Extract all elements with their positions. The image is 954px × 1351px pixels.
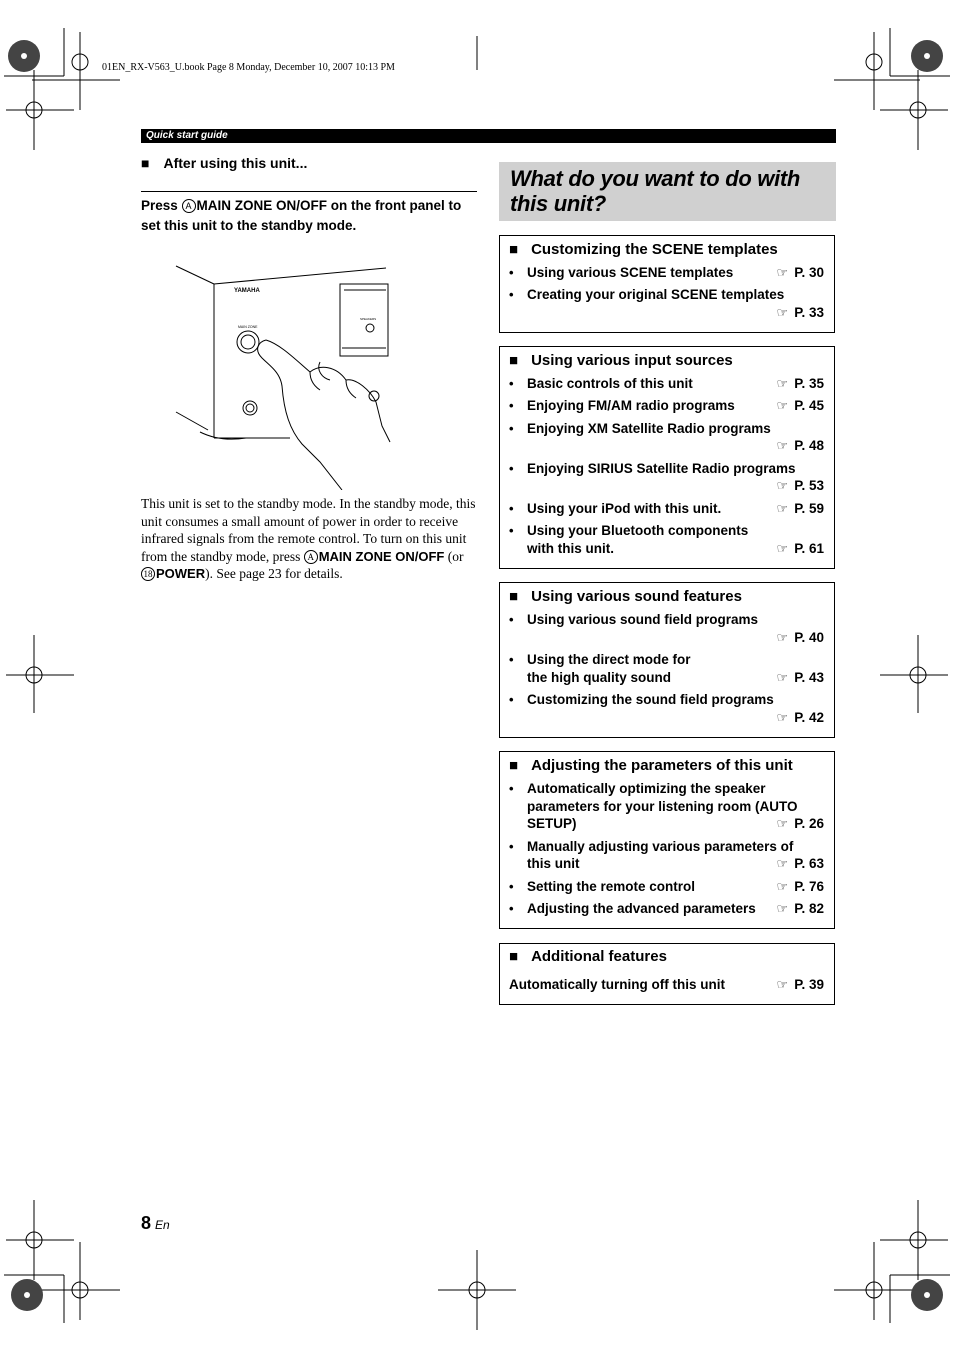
front-panel-illustration [170,262,392,490]
pointer-icon: ☞ [776,501,789,516]
item-text-cont[interactable]: this unit [527,856,580,871]
pointer-icon: ☞ [776,901,789,916]
section-additional [499,943,835,1005]
page-ref[interactable] [777,710,824,726]
page-ref[interactable] [777,541,824,557]
page-ref[interactable] [777,478,824,494]
item-text[interactable]: Enjoying FM/AM radio programs [527,398,735,413]
section-heading-text: Adjusting the parameters of this unit [531,757,793,774]
page-ref-text: P. 76 [794,879,824,894]
page-ref-text: P. 26 [794,816,824,831]
page-title-box [499,162,836,221]
bullet-icon: • [509,523,514,538]
page-ref-text: P. 59 [794,501,824,516]
page-ref[interactable] [777,438,824,454]
item-text[interactable]: Using your iPod with this unit. [527,501,722,516]
page-ref-text: P. 53 [794,478,824,493]
section-heading [509,757,793,774]
section-heading-text: Customizing the SCENE templates [531,241,778,258]
bullet-icon: • [509,901,514,916]
bullet-icon: • [509,421,514,436]
pointer-icon: ☞ [776,305,789,320]
square-bullet-icon: ■ [141,155,150,171]
bullet-icon: • [509,501,514,516]
item-text[interactable]: Customizing the sound field programs [527,692,774,707]
circled-a-icon: A [304,550,318,564]
pointer-icon: ☞ [776,398,789,413]
item-text[interactable]: Enjoying SIRIUS Satellite Radio programs [527,461,796,476]
page-ref[interactable] [777,879,824,895]
pointer-icon: ☞ [776,879,789,894]
item-text[interactable]: Using various SCENE templates [527,265,734,280]
square-bullet-icon: ■ [509,757,519,774]
square-bullet-icon: ■ [509,948,519,965]
page-ref[interactable] [777,977,824,993]
item-text[interactable]: Adjusting the advanced parameters [527,901,756,916]
bullet-icon: • [509,376,514,391]
bullet-icon: • [509,461,514,476]
section-heading [509,352,733,369]
page-number-value: 8 [141,1213,152,1233]
circled-18-icon: 18 [141,567,155,581]
instr-press: Press [141,198,182,213]
item-text-cont[interactable]: the high quality sound [527,670,671,685]
pointer-icon: ☞ [776,541,789,556]
item-text-cont[interactable]: SETUP) [527,816,577,831]
page-ref[interactable] [777,670,824,686]
standby-instruction [141,196,477,236]
section-heading-text: Using various sound features [531,588,742,605]
main-zone-key: MAIN ZONE ON/OFF [196,198,328,213]
after-use-heading-text: After using this unit... [163,155,308,171]
page-ref-text: P. 40 [794,630,824,645]
square-bullet-icon: ■ [509,588,519,605]
body-part-3: ). See page 23 for details. [205,566,343,581]
pointer-icon: ☞ [776,670,789,685]
item-text[interactable]: Using various sound field programs [527,612,759,627]
item-text[interactable]: Manually adjusting various parameters of [527,839,794,854]
page-ref-text: P. 33 [794,305,824,320]
section-heading [509,241,778,258]
page-ref-text: P. 63 [794,856,824,871]
standby-description [141,495,477,583]
square-bullet-icon: ■ [509,352,519,369]
item-text[interactable]: Using your Bluetooth components [527,523,749,538]
bullet-icon: • [509,692,514,707]
section-label: Quick start guide [146,130,228,141]
bullet-icon: • [509,612,514,627]
section-sound-features [499,582,835,738]
item-text-cont[interactable]: with this unit. [527,541,614,556]
item-text[interactable]: Automatically turning off this unit [509,977,725,992]
page-ref-text: P. 45 [794,398,824,413]
pointer-icon: ☞ [776,478,789,493]
page-ref[interactable] [777,901,824,917]
page-ref[interactable] [777,305,824,321]
circled-a-icon: A [182,199,196,213]
square-bullet-icon: ■ [509,241,519,258]
pointer-icon: ☞ [776,710,789,725]
page-ref-text: P. 61 [794,541,824,556]
page-ref-text: P. 35 [794,376,824,391]
illus-label-2: SPEAKERS [360,317,377,321]
section-heading [509,948,667,965]
page-lang: En [155,1218,170,1232]
page-ref-text: P. 42 [794,710,824,725]
pointer-icon: ☞ [776,816,789,831]
pointer-icon: ☞ [776,630,789,645]
item-text[interactable]: Setting the remote control [527,879,696,894]
page-ref-text: P. 43 [794,670,824,685]
pointer-icon: ☞ [776,856,789,871]
item-text[interactable]: Automatically optimizing the speaker [527,781,766,796]
item-text[interactable]: Using the direct mode for [527,652,691,667]
illus-label-1: MAIN ZONE [238,325,258,329]
item-text[interactable]: Basic controls of this unit [527,376,693,391]
bullet-icon: • [509,265,514,280]
page-ref[interactable] [777,376,824,392]
after-use-heading [141,155,307,171]
page-ref[interactable] [777,501,824,517]
page-ref-text: P. 39 [794,977,824,992]
illus-brand: YAMAHA [234,288,260,294]
bullet-icon: • [509,781,514,796]
section-input-sources [499,346,835,569]
body-part-2: (or [444,548,464,564]
page-ref[interactable] [777,265,824,281]
page-number [141,1213,170,1234]
section-heading-text: Additional features [531,948,667,965]
bullet-icon: • [509,879,514,894]
pointer-icon: ☞ [776,265,789,280]
page-ref[interactable] [777,856,824,872]
page-ref[interactable] [777,398,824,414]
section-parameters [499,751,835,929]
bullet-icon: • [509,839,514,854]
body-key-1: MAIN ZONE ON/OFF [318,548,445,564]
section-header-bar [141,129,836,143]
body-part-1: This unit is set to the standby mode. In the standby mode, this unit consumes a small amount of power in order to receive infrared signals from the remote control. To turn on this unit from the standby mode, press [141,496,476,564]
page-ref[interactable] [777,816,824,832]
page-ref[interactable] [777,630,824,646]
pointer-icon: ☞ [776,977,789,992]
bullet-icon: • [509,652,514,667]
bullet-icon: • [509,287,514,302]
body-key-2: POWER [156,566,206,581]
pointer-icon: ☞ [776,438,789,453]
section-scene [499,235,835,333]
item-text-cont[interactable]: parameters for your listening room (AUTO [527,799,798,814]
pointer-icon: ☞ [776,376,789,391]
section-heading-text: Using various input sources [531,352,733,369]
page-title: What do you want to do with this unit? [510,166,801,216]
page-ref-text: P. 30 [794,265,824,280]
page-ref-text: P. 82 [794,901,824,916]
heading-rule [141,191,477,192]
print-meta-line: 01EN_RX-V563_U.book Page 8 Monday, December 10, 2007 10:13 PM [102,62,395,73]
page-ref-text: P. 48 [794,438,824,453]
bullet-icon: • [509,398,514,413]
item-text[interactable]: Creating your original SCENE templates [527,287,785,302]
item-text[interactable]: Enjoying XM Satellite Radio programs [527,421,771,436]
section-heading [509,588,742,605]
instr-rest: on the front panel to set this unit to the standby mode. [141,198,462,233]
